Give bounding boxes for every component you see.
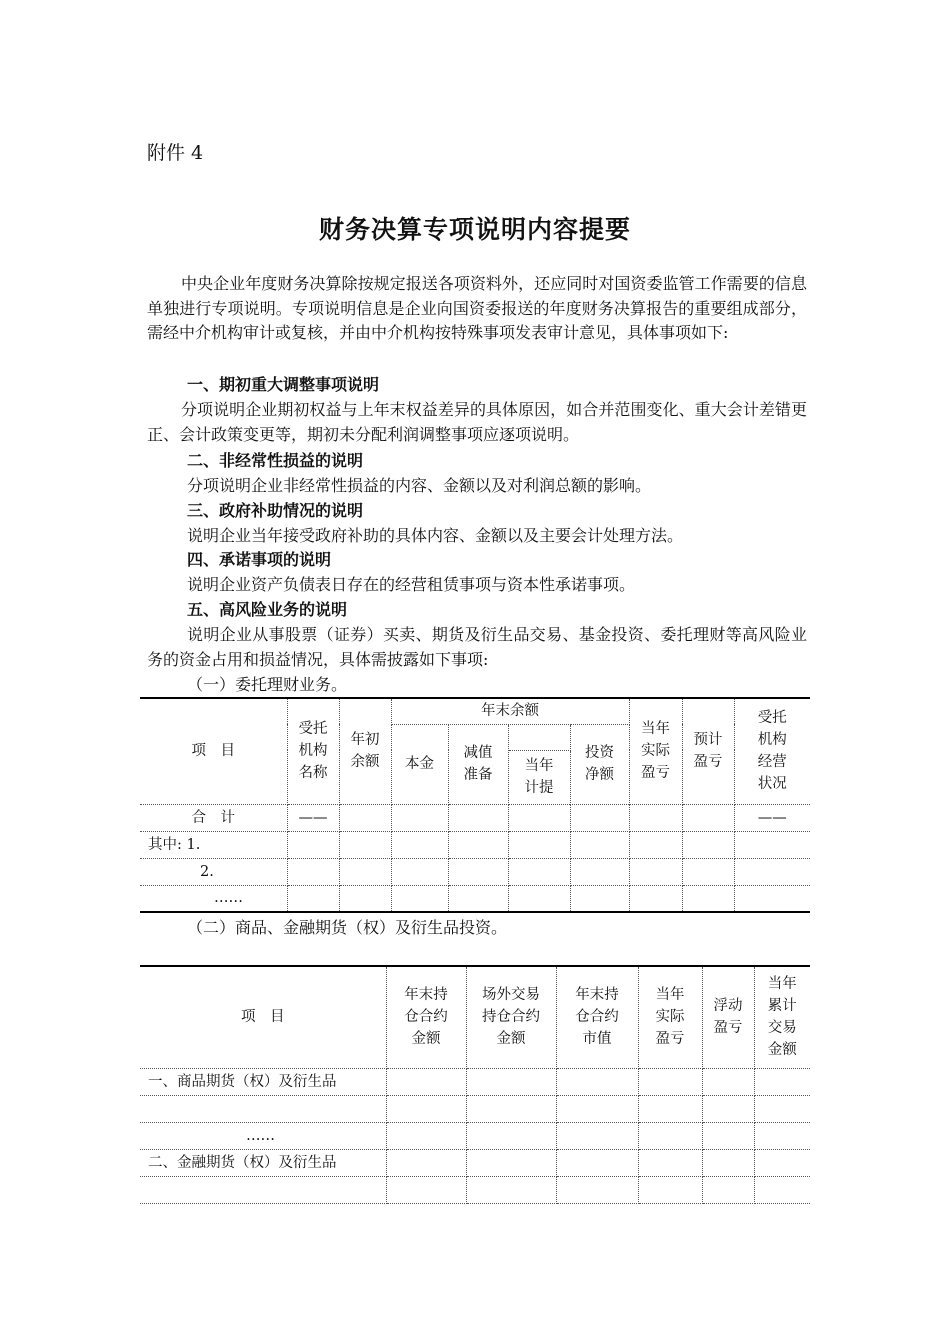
section-4-body: 说明企业资产负债表日存在的经营租赁事项与资本性承诺事项。 [187, 575, 636, 594]
t2-header-item: 项 目 [140, 966, 386, 1068]
row-1-label: 其中: 1. [140, 831, 287, 858]
t2-row-commodity: 一、商品期货（权）及衍生品 [140, 1068, 386, 1095]
t2-row-more: …… [140, 1122, 386, 1149]
row-2-label: 2. [140, 858, 287, 885]
section-5-heading: 五、高风险业务的说明 [187, 600, 348, 619]
t2-header-cumulative-amount: 当年累计交易金额 [754, 966, 810, 1068]
section-2-body: 分项说明企业非经常性损益的内容、金额以及对利润总额的影响。 [187, 476, 652, 495]
header-net-investment: 投资净额 [570, 724, 629, 804]
document-title: 财务决算专项说明内容提要 [318, 215, 631, 244]
header-trustee-status: 受托机构经营状况 [734, 698, 810, 804]
t2-header-actual-pl: 当年实际盈亏 [638, 966, 702, 1068]
section-1-heading: 一、期初重大调整事项说明 [187, 375, 380, 394]
header-opening-balance: 年初余额 [339, 698, 391, 804]
section-1-body: 分项说明企业期初权益与上年末权益差异的具体原因，如合并范围变化、重大会计差错更正、会计政策变更等，期初未分配利润调整事项应逐项说明。 [147, 400, 807, 444]
futures-derivatives-table [140, 965, 810, 1204]
header-principal: 本金 [391, 724, 448, 804]
attachment-label: 附件 4 [147, 142, 204, 164]
header-yearend-balance: 年末余额 [391, 698, 629, 724]
row-more-label: …… [140, 885, 287, 912]
t2-row-financial: 二、金融期货（权）及衍生品 [140, 1149, 386, 1176]
t2-header-floating-pl: 浮动盈亏 [702, 966, 754, 1068]
entrusted-wealth-management-table [140, 697, 810, 913]
subsection-2-title: （二）商品、金融期货（权）及衍生品投资。 [187, 918, 508, 937]
total-trustee-dash: —— [287, 804, 339, 831]
header-current-accrual: 当年计提 [508, 750, 570, 804]
section-3-body: 说明企业当年接受政府补助的具体内容、金额以及主要会计处理方法。 [187, 526, 684, 545]
total-status-dash: —— [734, 804, 810, 831]
t2-header-market-value: 年末持仓合约市值 [556, 966, 638, 1068]
header-item: 项 目 [140, 698, 287, 804]
header-trustee: 受托机构名称 [287, 698, 339, 804]
t2-header-open-amount: 年末持仓合约金额 [386, 966, 466, 1068]
header-actual-pl: 当年实际盈亏 [629, 698, 682, 804]
section-2-heading: 二、非经常性损益的说明 [187, 451, 364, 470]
row-total-label: 合 计 [140, 804, 287, 831]
section-4-heading: 四、承诺事项的说明 [187, 550, 332, 569]
header-impairment: 减值准备 [448, 724, 508, 804]
subsection-1-title: （一）委托理财业务。 [187, 675, 348, 694]
section-3-heading: 三、政府补助情况的说明 [187, 501, 364, 520]
header-expected-pl: 预计盈亏 [682, 698, 734, 804]
intro-paragraph: 中央企业年度财务决算除按规定报送各项资料外，还应同时对国资委监管工作需要的信息单独进行专项说明。专项说明信息是企业向国资委报送的年度财务决算报告的重要组成部分，需经中介机构审计或复核，并由中介机构按特殊事项发表审计意见，具体事项如下: [147, 274, 807, 343]
t2-header-otc-amount: 场外交易持仓合约金额 [466, 966, 556, 1068]
section-5-body: 说明企业从事股票（证券）买卖、期货及衍生品交易、基金投资、委托理财等高风险业务的资金占用和损益情况，具体需披露如下事项: [147, 625, 807, 669]
